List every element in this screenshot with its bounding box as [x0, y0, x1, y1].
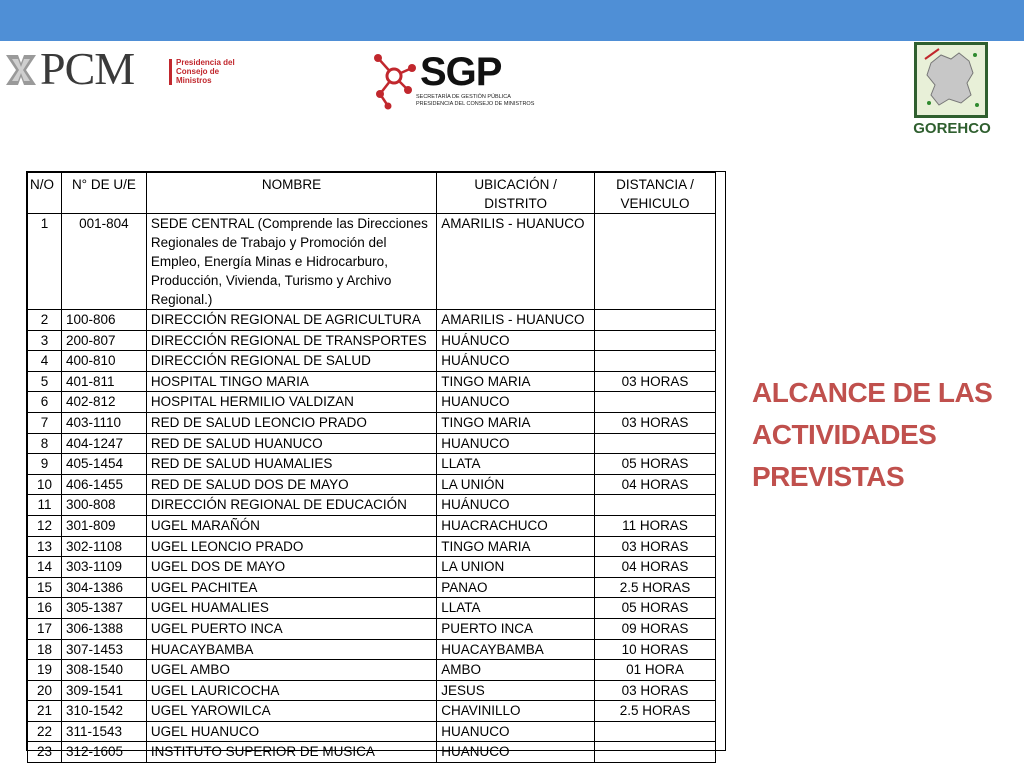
pcm-logo: [0, 43, 235, 95]
row-ubicacion: TINGO MARIA: [437, 371, 595, 392]
row-number: 19: [28, 660, 62, 681]
row-ue-code: 309-1541: [61, 680, 146, 701]
gorehco-wordmark: GOREHCO: [913, 120, 991, 137]
row-number: 17: [28, 618, 62, 639]
table-row: [28, 618, 716, 639]
row-distancia: [595, 433, 716, 454]
row-number: 23: [28, 742, 62, 763]
row-ubicacion: PANAO: [437, 577, 595, 598]
row-number: 8: [28, 433, 62, 454]
table-row: [28, 660, 716, 681]
row-number: 11: [28, 495, 62, 516]
pcm-divider: [169, 59, 172, 85]
row-ubicacion: AMARILIS - HUANUCO: [437, 310, 595, 331]
table-row: [28, 454, 716, 475]
row-distancia: 09 HORAS: [595, 618, 716, 639]
row-number: 12: [28, 515, 62, 536]
row-number: 3: [28, 330, 62, 351]
pcm-x-mark-icon: [4, 53, 38, 87]
row-distancia: 04 HORAS: [595, 557, 716, 578]
row-distancia: 05 HORAS: [595, 598, 716, 619]
table-row: [28, 330, 716, 351]
row-nombre: RED DE SALUD HUAMALIES: [146, 454, 436, 475]
slide-title: [752, 372, 1022, 498]
table-row: [28, 721, 716, 742]
table-header-row: [28, 173, 716, 214]
table-row: [28, 474, 716, 495]
row-ue-code: 304-1386: [61, 577, 146, 598]
table-row: [28, 680, 716, 701]
table-row: [28, 515, 716, 536]
row-number: 9: [28, 454, 62, 475]
row-distancia: [595, 742, 716, 763]
row-nombre: UGEL DOS DE MAYO: [146, 557, 436, 578]
row-distancia: 03 HORAS: [595, 680, 716, 701]
units-table-frame: [26, 171, 726, 760]
row-ue-code: 311-1543: [61, 721, 146, 742]
row-nombre: RED DE SALUD LEONCIO PRADO: [146, 412, 436, 433]
row-nombre: DIRECCIÓN REGIONAL DE EDUCACIÓN: [146, 495, 436, 516]
row-ue-code: 305-1387: [61, 598, 146, 619]
row-ue-code: 308-1540: [61, 660, 146, 681]
row-ubicacion: LA UNION: [437, 557, 595, 578]
row-ue-code: 300-808: [61, 495, 146, 516]
row-distancia: 03 HORAS: [595, 536, 716, 557]
table-row: [28, 433, 716, 454]
row-number: 4: [28, 351, 62, 372]
row-ue-code: 307-1453: [61, 639, 146, 660]
row-nombre: UGEL MARAÑÓN: [146, 515, 436, 536]
row-number: 7: [28, 412, 62, 433]
row-ue-code: 401-811: [61, 371, 146, 392]
row-ue-code: 402-812: [61, 392, 146, 413]
row-nombre: HOSPITAL HERMILIO VALDIZAN: [146, 392, 436, 413]
row-ubicacion: HUACRACHUCO: [437, 515, 595, 536]
row-ubicacion: HUANUCO: [437, 392, 595, 413]
row-nombre: UGEL YAROWILCA: [146, 701, 436, 722]
row-number: 5: [28, 371, 62, 392]
row-distancia: [595, 214, 716, 310]
row-distancia: 05 HORAS: [595, 454, 716, 475]
row-ue-code: 405-1454: [61, 454, 146, 475]
row-distancia: 2.5 HORAS: [595, 577, 716, 598]
table-row: [28, 214, 716, 310]
row-nombre: DIRECCIÓN REGIONAL DE SALUD: [146, 351, 436, 372]
row-nombre: UGEL AMBO: [146, 660, 436, 681]
table-row: [28, 557, 716, 578]
row-ubicacion: AMBO: [437, 660, 595, 681]
row-ue-code: 306-1388: [61, 618, 146, 639]
table-row: [28, 742, 716, 763]
sgp-subtitle: SECRETARÍA DE GESTIÓN PÚBLICA PRESIDENCIA DEL CONSEJO DE MINISTROS: [416, 94, 535, 107]
slide-title-line: ALCANCE DE LAS: [752, 377, 993, 408]
table-row: [28, 598, 716, 619]
row-number: 14: [28, 557, 62, 578]
row-ubicacion: HUANUCO: [437, 433, 595, 454]
row-ue-code: 310-1542: [61, 701, 146, 722]
table-row: [28, 639, 716, 660]
row-nombre: DIRECCIÓN REGIONAL DE TRANSPORTES: [146, 330, 436, 351]
row-ubicacion: AMARILIS - HUANUCO: [437, 214, 595, 310]
row-nombre: UGEL LEONCIO PRADO: [146, 536, 436, 557]
row-distancia: 03 HORAS: [595, 371, 716, 392]
row-distancia: [595, 310, 716, 331]
row-nombre: UGEL LAURICOCHA: [146, 680, 436, 701]
table-row: [28, 495, 716, 516]
row-nombre: HOSPITAL TINGO MARIA: [146, 371, 436, 392]
row-nombre: UGEL PUERTO INCA: [146, 618, 436, 639]
row-ue-code: 302-1108: [61, 536, 146, 557]
row-ubicacion: HUACAYBAMBA: [437, 639, 595, 660]
slide-title-line: ACTIVIDADES: [752, 419, 937, 450]
row-number: 6: [28, 392, 62, 413]
row-ubicacion: CHAVINILLO: [437, 701, 595, 722]
row-number: 13: [28, 536, 62, 557]
row-ubicacion: TINGO MARIA: [437, 536, 595, 557]
row-distancia: 03 HORAS: [595, 412, 716, 433]
row-ue-code: 200-807: [61, 330, 146, 351]
row-ubicacion: JESUS: [437, 680, 595, 701]
row-number: 20: [28, 680, 62, 701]
sgp-logo: [368, 48, 538, 112]
row-nombre: UGEL PACHITEA: [146, 577, 436, 598]
table-row: [28, 371, 716, 392]
row-number: 15: [28, 577, 62, 598]
row-ubicacion: HUANUCO: [437, 742, 595, 763]
row-nombre: RED DE SALUD HUANUCO: [146, 433, 436, 454]
row-number: 21: [28, 701, 62, 722]
row-distancia: 01 HORA: [595, 660, 716, 681]
header-nombre: NOMBRE: [146, 173, 436, 214]
row-ue-code: 001-804: [61, 214, 146, 310]
row-ubicacion: PUERTO INCA: [437, 618, 595, 639]
row-distancia: 10 HORAS: [595, 639, 716, 660]
row-ubicacion: LLATA: [437, 598, 595, 619]
table-row: [28, 536, 716, 557]
row-nombre: UGEL HUANUCO: [146, 721, 436, 742]
row-distancia: 04 HORAS: [595, 474, 716, 495]
row-distancia: 2.5 HORAS: [595, 701, 716, 722]
row-number: 10: [28, 474, 62, 495]
row-distancia: 11 HORAS: [595, 515, 716, 536]
row-nombre: INSTITUTO SUPERIOR DE MUSICA: [146, 742, 436, 763]
row-ue-code: 303-1109: [61, 557, 146, 578]
row-nombre: UGEL HUAMALIES: [146, 598, 436, 619]
row-nombre: RED DE SALUD DOS DE MAYO: [146, 474, 436, 495]
units-table: [27, 172, 716, 763]
row-number: 18: [28, 639, 62, 660]
pcm-subtitle: Presidencia del Consejo de Ministros: [176, 58, 235, 85]
row-number: 22: [28, 721, 62, 742]
gorehco-logo: [910, 42, 994, 138]
row-distancia: [595, 392, 716, 413]
row-ubicacion: LLATA: [437, 454, 595, 475]
row-nombre: SEDE CENTRAL (Comprende las Direcciones Regionales de Trabajo y Promoción del Empleo, Energía Minas e Hidrocarburo, Producción, Vivienda, Turismo y Archivo Regional.): [146, 214, 436, 310]
row-ue-code: 404-1247: [61, 433, 146, 454]
gorehco-map-icon: [914, 42, 988, 118]
row-ubicacion: LA UNIÓN: [437, 474, 595, 495]
row-nombre: HUACAYBAMBA: [146, 639, 436, 660]
row-ubicacion: TINGO MARIA: [437, 412, 595, 433]
row-ue-code: 400-810: [61, 351, 146, 372]
row-ue-code: 403-1110: [61, 412, 146, 433]
row-ue-code: 301-809: [61, 515, 146, 536]
header-distancia: DISTANCIA / VEHICULO: [595, 173, 716, 214]
header-ubicacion: UBICACIÓN / DISTRITO: [437, 173, 595, 214]
row-distancia: [595, 721, 716, 742]
row-number: 2: [28, 310, 62, 331]
row-ubicacion: HUÁNUCO: [437, 495, 595, 516]
sgp-wordmark: SGP: [420, 50, 502, 94]
row-ubicacion: HUANUCO: [437, 721, 595, 742]
row-distancia: [595, 330, 716, 351]
row-ue-code: 406-1455: [61, 474, 146, 495]
row-distancia: [595, 351, 716, 372]
row-ubicacion: HUÁNUCO: [437, 330, 595, 351]
table-row: [28, 701, 716, 722]
row-ue-code: 312-1605: [61, 742, 146, 763]
row-number: 16: [28, 598, 62, 619]
row-distancia: [595, 495, 716, 516]
table-row: [28, 392, 716, 413]
header-no: N/O: [28, 173, 62, 214]
row-ue-code: 100-806: [61, 310, 146, 331]
slide-title-line: PREVISTAS: [752, 461, 905, 492]
row-nombre: DIRECCIÓN REGIONAL DE AGRICULTURA: [146, 310, 436, 331]
row-number: 1: [28, 214, 62, 310]
pcm-wordmark: PCM: [40, 43, 135, 94]
row-ubicacion: HUÁNUCO: [437, 351, 595, 372]
table-row: [28, 577, 716, 598]
table-row: [28, 351, 716, 372]
top-banner: [0, 0, 1024, 41]
table-row: [28, 412, 716, 433]
header-ue: N° DE U/E: [61, 173, 146, 214]
table-right-band: [715, 172, 725, 750]
table-row: [28, 310, 716, 331]
